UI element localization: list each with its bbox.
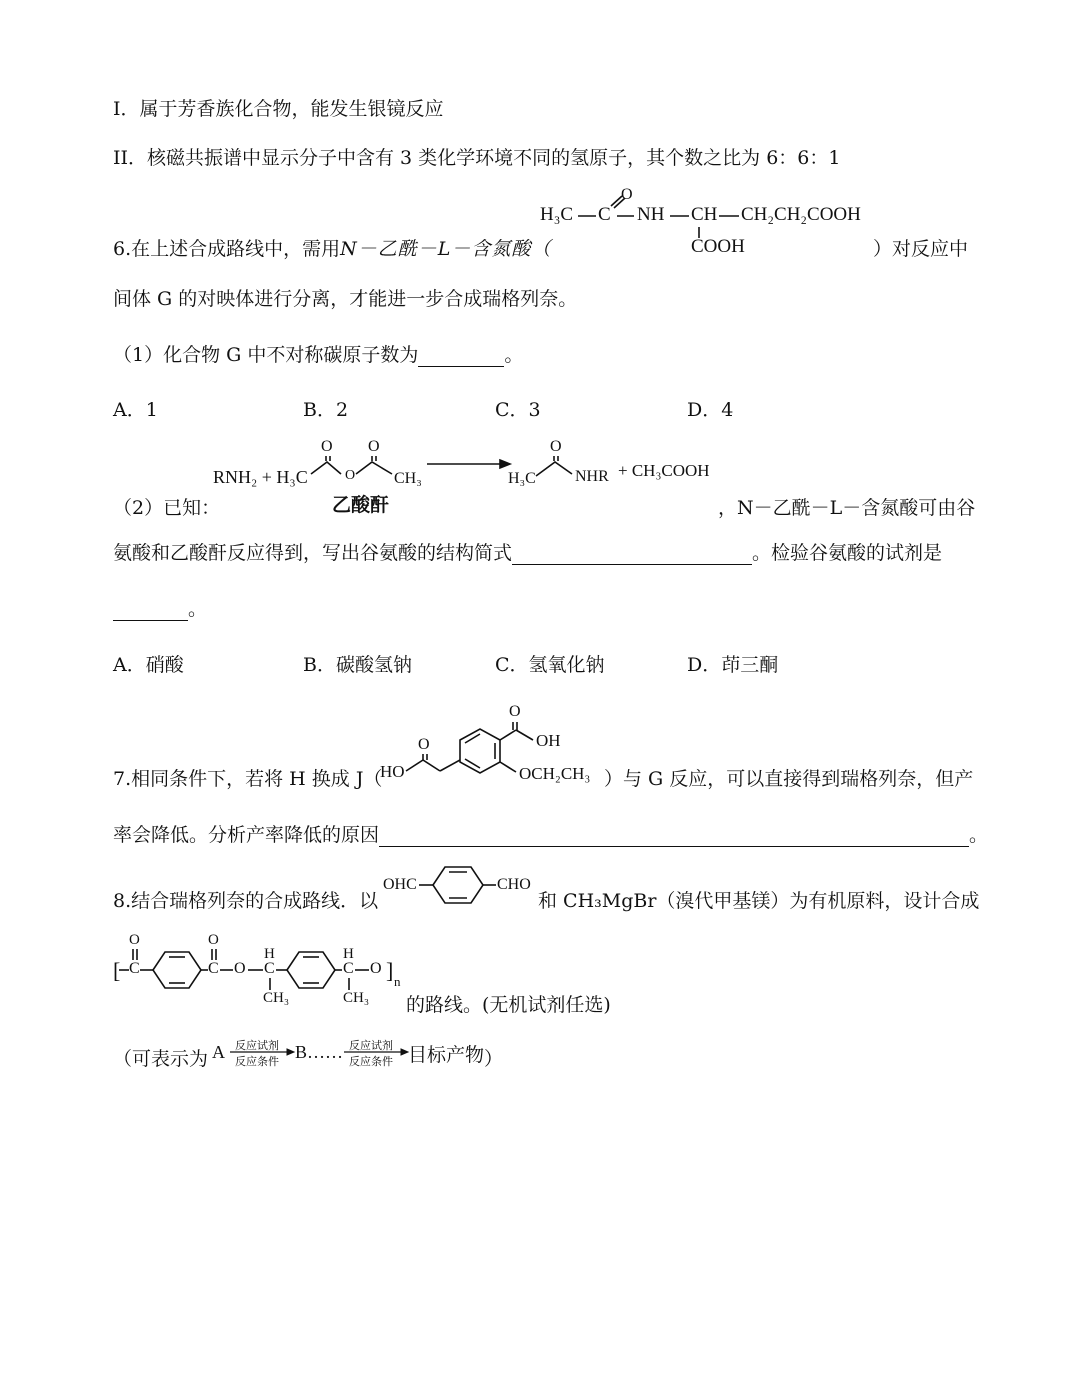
yield-reason-blank[interactable] <box>379 826 969 847</box>
anhydride-o1: O <box>321 438 333 455</box>
struct-ch: CH <box>691 204 718 225</box>
q7-post: ）与 G 反应，可以直接得到瑞格列奈，但产 <box>604 768 974 790</box>
j-ethoxy: OCH₂CH₃ <box>519 764 591 783</box>
polymer-n: n <box>394 974 401 989</box>
q6-pre: 6.在上述合成路线中，需用 <box>113 238 341 260</box>
q6-part2-line3-end: 。 <box>188 598 208 620</box>
hint-condition-1: 反应条件 <box>235 1055 279 1068</box>
anhydride-ch3: CH₃ <box>394 470 422 487</box>
q6-part2-line3 <box>113 597 207 621</box>
q6-p2-option-d[interactable]: D．茚三酮 <box>687 654 779 676</box>
polymer-right-bracket: ] <box>386 958 394 983</box>
j-carbonyl-o: O <box>418 736 430 753</box>
q6-p2-option-a[interactable]: A．硝酸 <box>113 654 184 676</box>
struct-cooh: COOH <box>691 236 745 257</box>
product-o: O <box>550 438 562 455</box>
q6-intro <box>113 237 551 261</box>
polymer-ch3-2: CH₃ <box>343 990 370 1006</box>
j-ho: HO <box>380 762 405 781</box>
q6-part2-line2-pre: 氨酸和乙酸酐反应得到，写出谷氨酸的结构简式 <box>113 542 513 564</box>
product-nhr: NHR <box>575 468 609 485</box>
hint-arrows <box>0 0 1 1</box>
polymer-c1: C <box>129 960 140 977</box>
ohc-group: OHC <box>383 876 417 893</box>
q6-part2-tail: ，N－乙酰－L－含氮酸可由谷 <box>718 497 976 519</box>
struct-h3c: H₃C <box>540 204 574 225</box>
q8-post: 和 CH₃MgBr（溴代甲基镁）为有机原料，设计合成 <box>538 890 980 912</box>
q6-p1-option-a[interactable]: A．1 <box>113 399 158 421</box>
struct-nh: NH <box>637 204 665 225</box>
j-acid-o: O <box>509 703 521 720</box>
j-oh: OH <box>536 731 561 750</box>
q6-part1-text: （1）化合物 G 中不对称碳原子数为 <box>113 344 419 366</box>
hint-reagent-2: 反应试剂 <box>349 1039 393 1052</box>
anhydride-label: 乙酸酐 <box>332 494 390 516</box>
q6-acid-name: N－乙酰－L－含氮酸（ <box>340 238 552 260</box>
q7-line2 <box>113 823 988 847</box>
q6-post: ）对反应中 <box>873 238 969 260</box>
q6-part1-blank[interactable] <box>418 346 504 367</box>
struct-c: C <box>598 204 611 225</box>
glutamic-acid-structure-blank[interactable] <box>512 544 752 565</box>
q6-p2-option-b[interactable]: B．碳酸氢钠 <box>303 654 412 676</box>
q6-p1-option-b[interactable]: B．2 <box>303 399 349 421</box>
anhydride-o2: O <box>368 438 380 455</box>
polymer-o2: O <box>208 932 219 948</box>
hint-a: A <box>212 1042 225 1062</box>
q7-end: 。 <box>969 824 989 846</box>
q6-p2-option-c[interactable]: C．氢氧化钠 <box>495 654 605 676</box>
struct-chain: CH₂CH₂COOH <box>741 204 861 225</box>
product-h3c: H₃C <box>508 470 536 487</box>
q7-pre: 7.相同条件下，若将 H 换成 J（ <box>113 768 383 790</box>
polymer-c4: C <box>343 960 354 977</box>
polymer-c2: C <box>208 960 219 977</box>
hint-target: 目标产物 <box>408 1044 485 1066</box>
hint-reagent-1: 反应试剂 <box>235 1039 279 1052</box>
hint-condition-2: 反应条件 <box>349 1055 393 1068</box>
reagent-blank[interactable] <box>113 600 188 621</box>
hint-pre: （可表示为 <box>113 1048 209 1070</box>
byproduct: + CH₃COOH <box>618 461 710 480</box>
hint-b: B…… <box>295 1042 344 1062</box>
q6-part2-known: （2）已知： <box>113 497 221 519</box>
struct-o: O <box>621 186 633 203</box>
anhydride-bridge-o: O <box>345 468 356 483</box>
condition-1: I．属于芳香族化合物，能发生银镜反应 <box>113 98 444 120</box>
condition-2: II．核磁共振谱中显示分子中含有 3 类化学环境不同的氢原子，其个数之比为 6：6：1 <box>113 147 841 169</box>
q6-part2-line2-post: 。检验谷氨酸的试剂是 <box>752 542 943 564</box>
q6-p1-option-c[interactable]: C．3 <box>495 399 541 421</box>
q8-pre: 8.结合瑞格列奈的合成路线．以 <box>113 890 379 912</box>
polymer-left-bracket: [ <box>113 958 121 983</box>
rnh2-reactant: RNH₂ + H₃C <box>213 467 308 487</box>
q6-p1-option-d[interactable]: D．4 <box>687 399 734 421</box>
polymer-h2: H <box>343 946 354 962</box>
polymer-h1: H <box>264 946 275 962</box>
polymer-end-o: O <box>370 960 382 977</box>
q6-line2: 间体 G 的对映体进行分离，才能进一步合成瑞格列奈。 <box>113 288 578 310</box>
q6-part1-end: 。 <box>504 344 524 366</box>
q8-tail: 的路线。(无机试剂任选) <box>406 994 611 1016</box>
hint-end: ） <box>484 1048 504 1070</box>
polymer-ch3-1: CH₃ <box>263 990 290 1006</box>
q6-part1 <box>113 343 523 367</box>
q6-part2-line2 <box>113 541 942 565</box>
polymer-ester-o: O <box>234 960 246 977</box>
polymer-o1: O <box>129 932 140 948</box>
cho-group: CHO <box>497 876 531 893</box>
q7-line2-text: 率会降低。分析产率降低的原因 <box>113 824 380 846</box>
polymer-c3: C <box>264 960 275 977</box>
